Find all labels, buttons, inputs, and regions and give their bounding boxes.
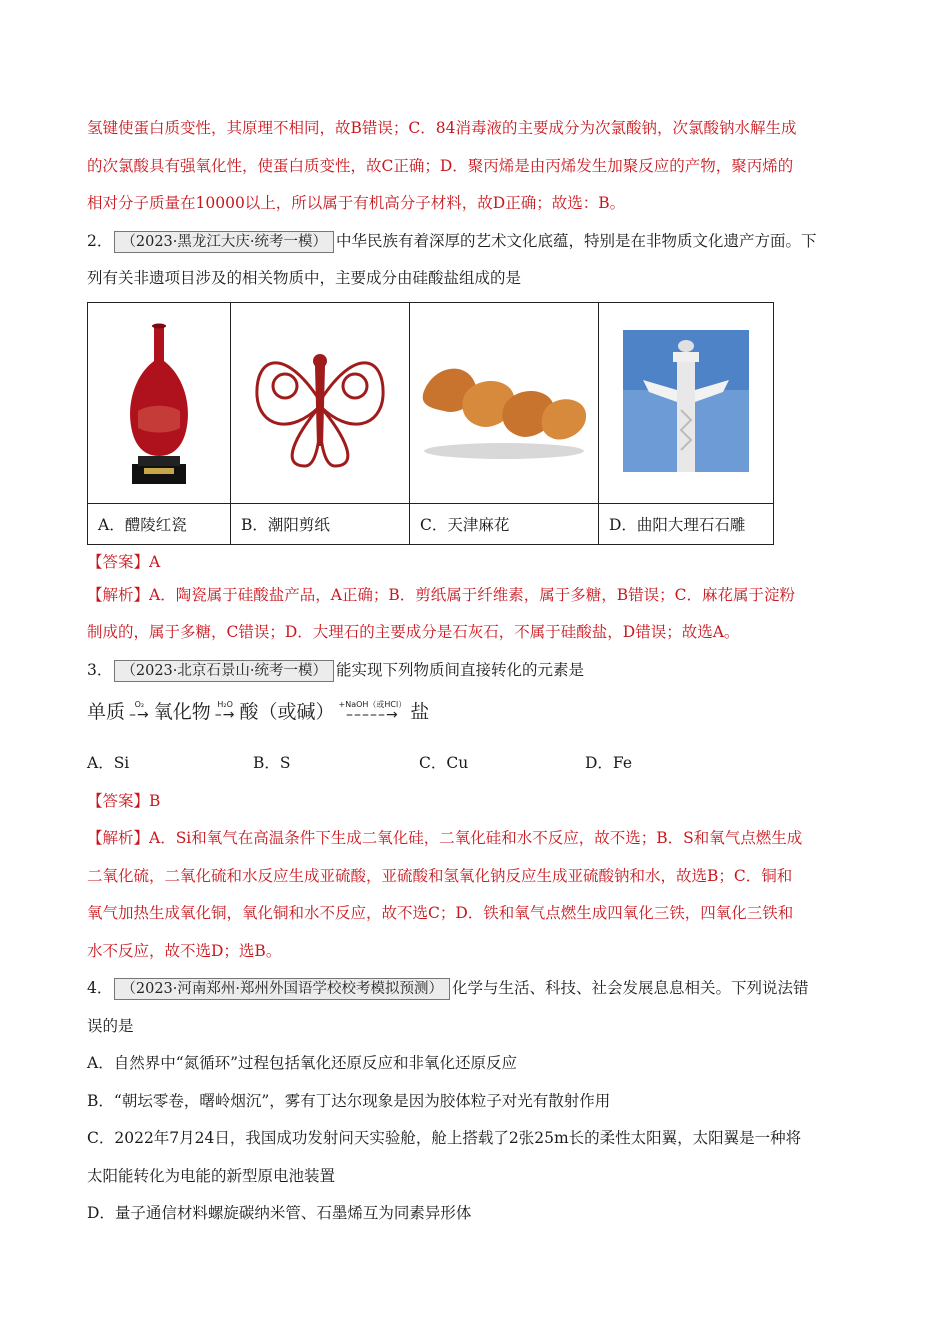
question-number: 3． <box>87 660 113 679</box>
question-4 <box>87 970 863 1233</box>
explanation-line: 制成的，属于多糖，C错误；D．大理石的主要成分是石灰石，不属于硅酸盐，D错误；故选A。 <box>87 623 740 641</box>
choice-c: C．Cu <box>419 754 469 772</box>
arrow-reagent: +NaOH（或HCl） <box>338 699 407 709</box>
scheme-arrow <box>215 700 236 721</box>
option-b-image-cell <box>231 302 410 503</box>
explanation-line: 【解析】A．陶瓷属于硅酸盐产品，A正确；B．剪纸属于纤维素，属于多糖，B错误；C．麻花属于淀粉 <box>87 585 796 604</box>
choice-d: D．Fe <box>585 754 633 772</box>
explanation-line: 相对分子质量在10000以上，所以属于有机高分子材料，故D正确；故选：B。 <box>87 194 626 212</box>
option-a-image-cell <box>88 302 231 503</box>
option-c-continued: 太阳能转化为电能的新型原电池装置 <box>87 1166 336 1185</box>
stem-text: 能实现下列物质间直接转化的元素是 <box>336 660 585 679</box>
option-c: C．2022年7月24日，我国成功发射问天实验舱，舱上搭载了2张25m长的柔性太阳翼，太阳翼是一种将 <box>87 1129 802 1147</box>
arrow-reagent: H₂O <box>217 699 233 709</box>
options-table <box>87 302 774 545</box>
option-d-image-cell <box>599 302 774 503</box>
red-porcelain-vase-image <box>114 316 204 486</box>
conversion-scheme <box>87 689 863 731</box>
arrow-shaft: –––––→ <box>346 706 399 723</box>
source-tag: （2023·黑龙江大庆·统考一模） <box>114 231 334 253</box>
question-stem <box>87 970 863 1008</box>
arrow-shaft: –→ <box>214 706 236 723</box>
paper-cut-butterfly-image <box>245 326 395 476</box>
explanation-line: 氧气加热生成氧化铜，氧化铜和水不反应，故不选C；D．铁和氧气点燃生成四氧化三铁，四氧化三铁和 <box>87 904 794 922</box>
choice-a: A．Si <box>87 754 130 772</box>
stem-text: 中华民族有着深厚的艺术文化底蕴，特别是在非物质文化遗产方面。下 <box>336 231 817 250</box>
choice-b: B．S <box>253 754 291 772</box>
option-c-image-cell <box>410 302 599 503</box>
question-stem <box>87 223 863 261</box>
answer-line: 【答案】B <box>87 791 161 810</box>
explanation-line: 氢键使蛋白质变性，其原理不相同，故B错误；C．84消毒液的主要成分为次氯酸钠，次氯酸钠水解生成 <box>87 119 797 137</box>
option-a-label: A．醴陵红瓷 <box>88 503 231 544</box>
scheme-substance: 氧化物 <box>153 700 211 723</box>
question-3 <box>87 652 863 971</box>
option-b: B．“朝坛零卷，曙岭烟沉”，雾有丁达尔现象是因为胶体粒子对光有散射作用 <box>87 1091 611 1110</box>
option-b-label: B．潮阳剪纸 <box>231 503 410 544</box>
source-tag: （2023·北京石景山·统考一模） <box>114 660 334 682</box>
option-a: A．自然界中“氮循环”过程包括氧化还原反应和非氧化还原反应 <box>87 1054 518 1072</box>
scheme-arrow <box>339 700 407 721</box>
option-d: D．量子通信材料螺旋碳纳米管、石墨烯互为同素异形体 <box>87 1204 472 1222</box>
explanation-line: 水不反应，故不选D；选B。 <box>87 941 282 960</box>
answer-line: 【答案】A <box>87 552 161 571</box>
question-2 <box>87 223 863 652</box>
marble-column-carving-image <box>623 330 749 472</box>
scheme-substance: 酸（或碱） <box>239 700 335 723</box>
arrow-shaft: –→ <box>129 706 150 723</box>
choices-row <box>87 745 863 783</box>
source-tag: （2023·河南郑州·郑州外国语学校校考模拟预测） <box>114 978 450 1000</box>
explanation-line: 的次氯酸具有强氧化性，使蛋白质变性，故C正确；D．聚丙烯是由丙烯发生加聚反应的产物，聚丙烯的 <box>87 156 794 175</box>
scheme-arrow <box>129 700 150 721</box>
question-number: 4． <box>87 979 113 997</box>
question-number: 2． <box>87 231 113 250</box>
option-c-label: C．天津麻花 <box>410 503 599 544</box>
explanation-line: 二氧化硫，二氧化硫和水反应生成亚硫酸，亚硫酸和氢氧化钠反应生成亚硫酸钠和水，故选B；C．铜和 <box>87 866 793 885</box>
explanation-line: 【解析】A．Si和氧气在高温条件下生成二氧化硅，二氧化硅和水不反应，故不选；B．S和氧气点燃生成 <box>87 829 803 847</box>
question-stem <box>87 652 863 690</box>
option-d-label: D．曲阳大理石石雕 <box>599 503 774 544</box>
stem-text: 列有关非遗项目涉及的相关物质中，主要成分由硅酸盐组成的是 <box>87 269 522 287</box>
scheme-substance: 单质 <box>87 700 126 723</box>
document-page <box>87 110 863 1233</box>
scheme-substance: 盐 <box>410 700 430 723</box>
stem-text: 误的是 <box>87 1016 134 1035</box>
arrow-reagent: O₂ <box>134 699 145 709</box>
q1-explanation-tail <box>87 110 863 223</box>
twisted-dough-image <box>414 336 594 466</box>
stem-text: 化学与生活、科技、社会发展息息相关。下列说法错 <box>452 979 809 997</box>
